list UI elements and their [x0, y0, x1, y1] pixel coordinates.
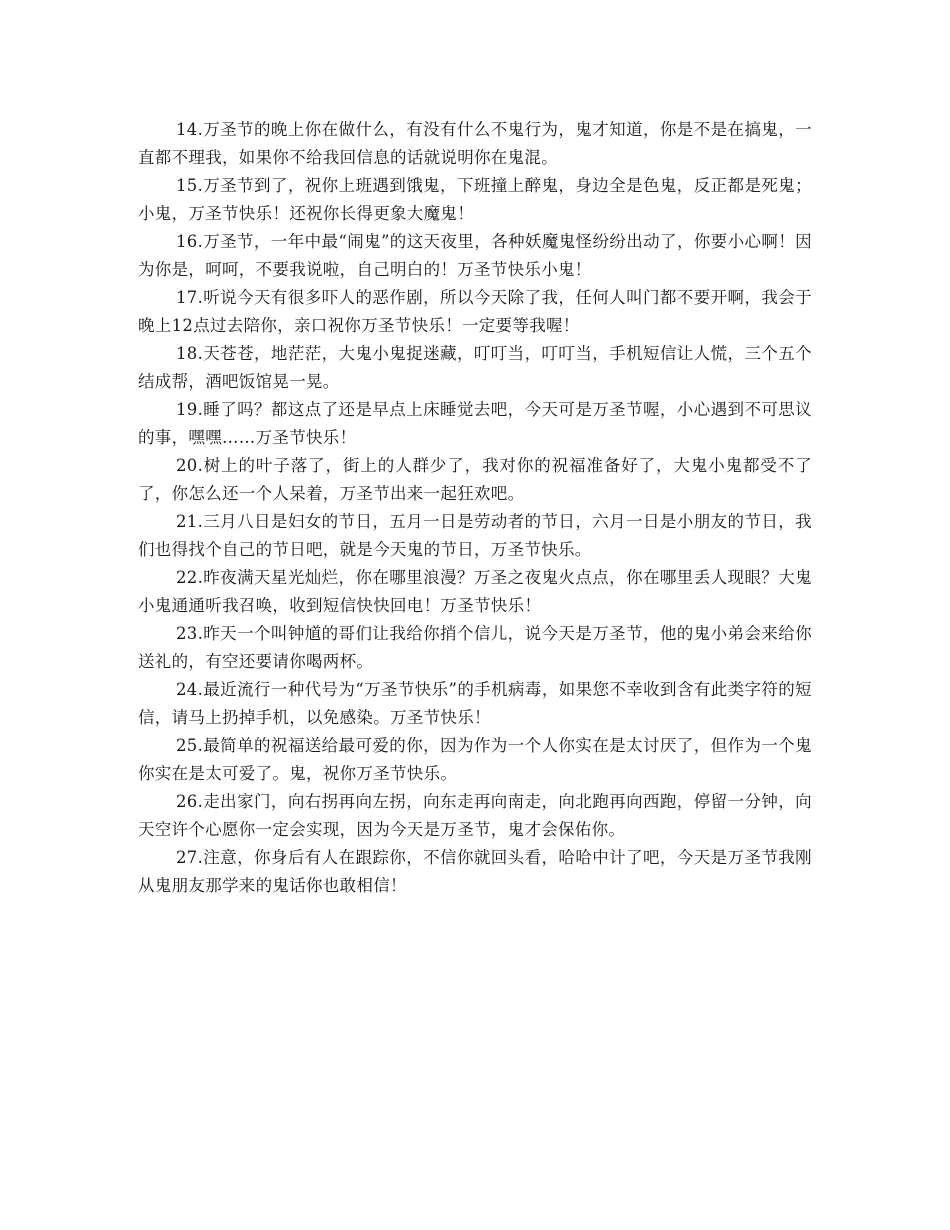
paragraph-24: 24.最近流行一种代号为“万圣节快乐”的手机病毒，如果您不幸收到含有此类字符的短信，请马上扔掉手机，以免感染。万圣节快乐！: [138, 680, 812, 727]
paragraph-23: 23.昨天一个叫钟馗的哥们让我给你捎个信儿，说今天是万圣节，他的鬼小弟会来给你送礼的，有空还要请你喝两杯。: [138, 624, 812, 671]
document-body: [138, 116, 812, 900]
paragraph-16: 16.万圣节，一年中最“闹鬼”的这天夜里，各种妖魔鬼怪纷纷出动了，你要小心啊！因为你是，呵呵，不要我说啦，自己明白的！万圣节快乐小鬼！: [138, 232, 812, 279]
paragraph-22: 22.昨夜满天星光灿烂，你在哪里浪漫？万圣之夜鬼火点点，你在哪里丢人现眼？大鬼小鬼通通听我召唤，收到短信快快回电！万圣节快乐！: [138, 568, 812, 615]
paragraph-19: 19.睡了吗？都这点了还是早点上床睡觉去吧，今天可是万圣节喔，小心遇到不可思议的事，嘿嘿……万圣节快乐！: [138, 400, 812, 447]
paragraph-21: 21.三月八日是妇女的节日，五月一日是劳动者的节日，六月一日是小朋友的节日，我们也得找个自己的节日吧，就是今天鬼的节日，万圣节快乐。: [138, 512, 812, 559]
paragraph-20: 20.树上的叶子落了，街上的人群少了，我对你的祝福准备好了，大鬼小鬼都受不了了，你怎么还一个人呆着，万圣节出来一起狂欢吧。: [138, 456, 812, 503]
paragraph-18: 18.天苍苍，地茫茫，大鬼小鬼捉迷藏，叮叮当，叮叮当，手机短信让人慌，三个五个结成帮，酒吧饭馆晃一晃。: [138, 344, 812, 391]
paragraph-27: 27.注意，你身后有人在跟踪你，不信你就回头看，哈哈中计了吧，今天是万圣节我刚从鬼朋友那学来的鬼话你也敢相信！: [138, 848, 812, 895]
paragraph-15: 15.万圣节到了，祝你上班遇到饿鬼，下班撞上醉鬼，身边全是色鬼，反正都是死鬼；小鬼，万圣节快乐！还祝你长得更象大魔鬼！: [138, 176, 812, 223]
paragraph-17: 17.听说今天有很多吓人的恶作剧，所以今天除了我，任何人叫门都不要开啊，我会于晚上12点过去陪你，亲口祝你万圣节快乐！一定要等我喔！: [138, 288, 812, 335]
paragraph-26: 26.走出家门，向右拐再向左拐，向东走再向南走，向北跑再向西跑，停留一分钟，向天空许个心愿你一定会实现，因为今天是万圣节，鬼才会保佑你。: [138, 792, 812, 839]
paragraph-25: 25.最简单的祝福送给最可爱的你，因为作为一个人你实在是太讨厌了，但作为一个鬼你实在是太可爱了。鬼，祝你万圣节快乐。: [138, 736, 812, 783]
paragraph-14: 14.万圣节的晚上你在做什么，有没有什么不鬼行为，鬼才知道，你是不是在搞鬼，一直都不理我，如果你不给我回信息的话就说明你在鬼混。: [138, 120, 812, 167]
